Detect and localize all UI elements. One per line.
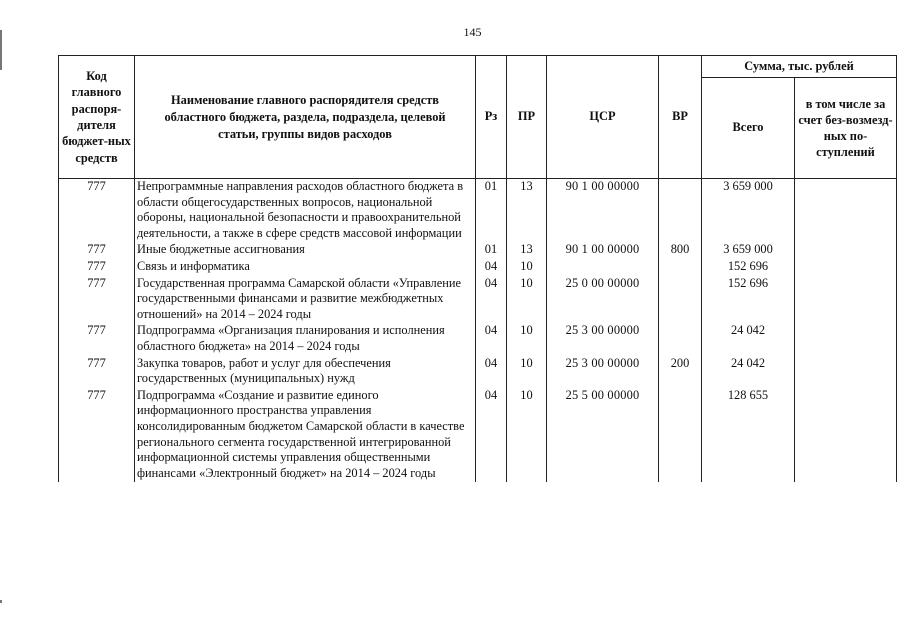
table-header xyxy=(59,56,897,179)
cell-vr xyxy=(659,323,702,355)
cell-total: 152 696 xyxy=(702,276,795,324)
cell-csr xyxy=(547,259,659,276)
cell-csr: 25 3 00 00000 xyxy=(547,356,659,388)
cell-code: 777 xyxy=(59,388,135,483)
cell-pr: 10 xyxy=(507,276,547,324)
cell-gratuitous xyxy=(795,242,897,259)
header-gratuitous: в том числе за счет без-возмезд-ных по-ступлений xyxy=(795,78,897,179)
page-number: 145 xyxy=(463,25,482,39)
cell-name: Подпрограмма «Организация планирования и исполнения областного бюджета» на 2014 – 2024 годы xyxy=(135,323,476,355)
cell-rz: 04 xyxy=(476,323,507,355)
cell-csr: 90 1 00 00000 xyxy=(547,242,659,259)
cell-name: Подпрограмма «Создание и развитие единого информационного пространства управления консолидированным бюджетом Самарской области в качестве регионального сегмента государственной интегрированной информационной системы управления общественными финансами «Электронный бюджет» на 2014 – 2024 годы xyxy=(135,388,476,483)
table-row xyxy=(59,356,897,388)
cell-pr: 10 xyxy=(507,323,547,355)
header-pr: ПР xyxy=(507,56,547,179)
cell-code: 777 xyxy=(59,276,135,324)
cell-name: Связь и информатика xyxy=(135,259,476,276)
cell-csr: 90 1 00 00000 xyxy=(547,179,659,243)
table-row xyxy=(59,259,897,276)
header-code: Код главного распоря-дителя бюджет-ных средств xyxy=(59,56,135,179)
table-row xyxy=(59,388,897,483)
header-name: Наименование главного распорядителя средств областного бюджета, раздела, подраздела, целевой статьи, группы видов расходов xyxy=(135,56,476,179)
cell-csr: 25 5 00 00000 xyxy=(547,388,659,483)
cell-vr xyxy=(659,179,702,243)
cell-csr: 25 3 00 00000 xyxy=(547,323,659,355)
cell-gratuitous xyxy=(795,179,897,243)
scan-edge-mark xyxy=(0,600,2,603)
cell-vr xyxy=(659,276,702,324)
cell-rz: 01 xyxy=(476,179,507,243)
table-row xyxy=(59,323,897,355)
cell-vr xyxy=(659,388,702,483)
header-csr: ЦСР xyxy=(547,56,659,179)
cell-total: 3 659 000 xyxy=(702,242,795,259)
cell-vr: 200 xyxy=(659,356,702,388)
cell-name: Непрограммные направления расходов областного бюджета в области общегосударственных вопросов, национальной обороны, национальной безопасности и правоохранительной деятельности, а также в сфере средств массовой информации xyxy=(135,179,476,243)
header-rz: Рз xyxy=(476,56,507,179)
cell-rz: 04 xyxy=(476,356,507,388)
cell-code: 777 xyxy=(59,323,135,355)
cell-code: 777 xyxy=(59,356,135,388)
cell-gratuitous xyxy=(795,356,897,388)
cell-gratuitous xyxy=(795,323,897,355)
cell-vr xyxy=(659,259,702,276)
header-total: Всего xyxy=(702,78,795,179)
cell-total: 24 042 xyxy=(702,356,795,388)
cell-total: 128 655 xyxy=(702,388,795,483)
cell-gratuitous xyxy=(795,259,897,276)
cell-gratuitous xyxy=(795,276,897,324)
table-row xyxy=(59,242,897,259)
cell-csr: 25 0 00 00000 xyxy=(547,276,659,324)
cell-name: Иные бюджетные ассигнования xyxy=(135,242,476,259)
cell-total: 24 042 xyxy=(702,323,795,355)
cell-pr: 10 xyxy=(507,259,547,276)
cell-pr: 10 xyxy=(507,388,547,483)
cell-gratuitous xyxy=(795,388,897,483)
cell-pr: 13 xyxy=(507,179,547,243)
cell-pr: 13 xyxy=(507,242,547,259)
cell-name: Государственная программа Самарской области «Управление государственными финансами и развитие межбюджетных отношений» на 2014 – 2024 годы xyxy=(135,276,476,324)
cell-name: Закупка товаров, работ и услуг для обеспечения государственных (муниципальных) нужд xyxy=(135,356,476,388)
table-body xyxy=(59,179,897,483)
cell-rz: 01 xyxy=(476,242,507,259)
cell-total: 152 696 xyxy=(702,259,795,276)
cell-code: 777 xyxy=(59,179,135,243)
cell-code: 777 xyxy=(59,242,135,259)
cell-rz: 04 xyxy=(476,259,507,276)
table-row xyxy=(59,276,897,324)
budget-table xyxy=(58,55,897,482)
cell-total: 3 659 000 xyxy=(702,179,795,243)
cell-code: 777 xyxy=(59,259,135,276)
cell-rz: 04 xyxy=(476,388,507,483)
cell-vr: 800 xyxy=(659,242,702,259)
table-row xyxy=(59,179,897,243)
header-sum-group: Сумма, тыс. рублей xyxy=(702,56,897,78)
header-vr: ВР xyxy=(659,56,702,179)
cell-pr: 10 xyxy=(507,356,547,388)
cell-rz: 04 xyxy=(476,276,507,324)
